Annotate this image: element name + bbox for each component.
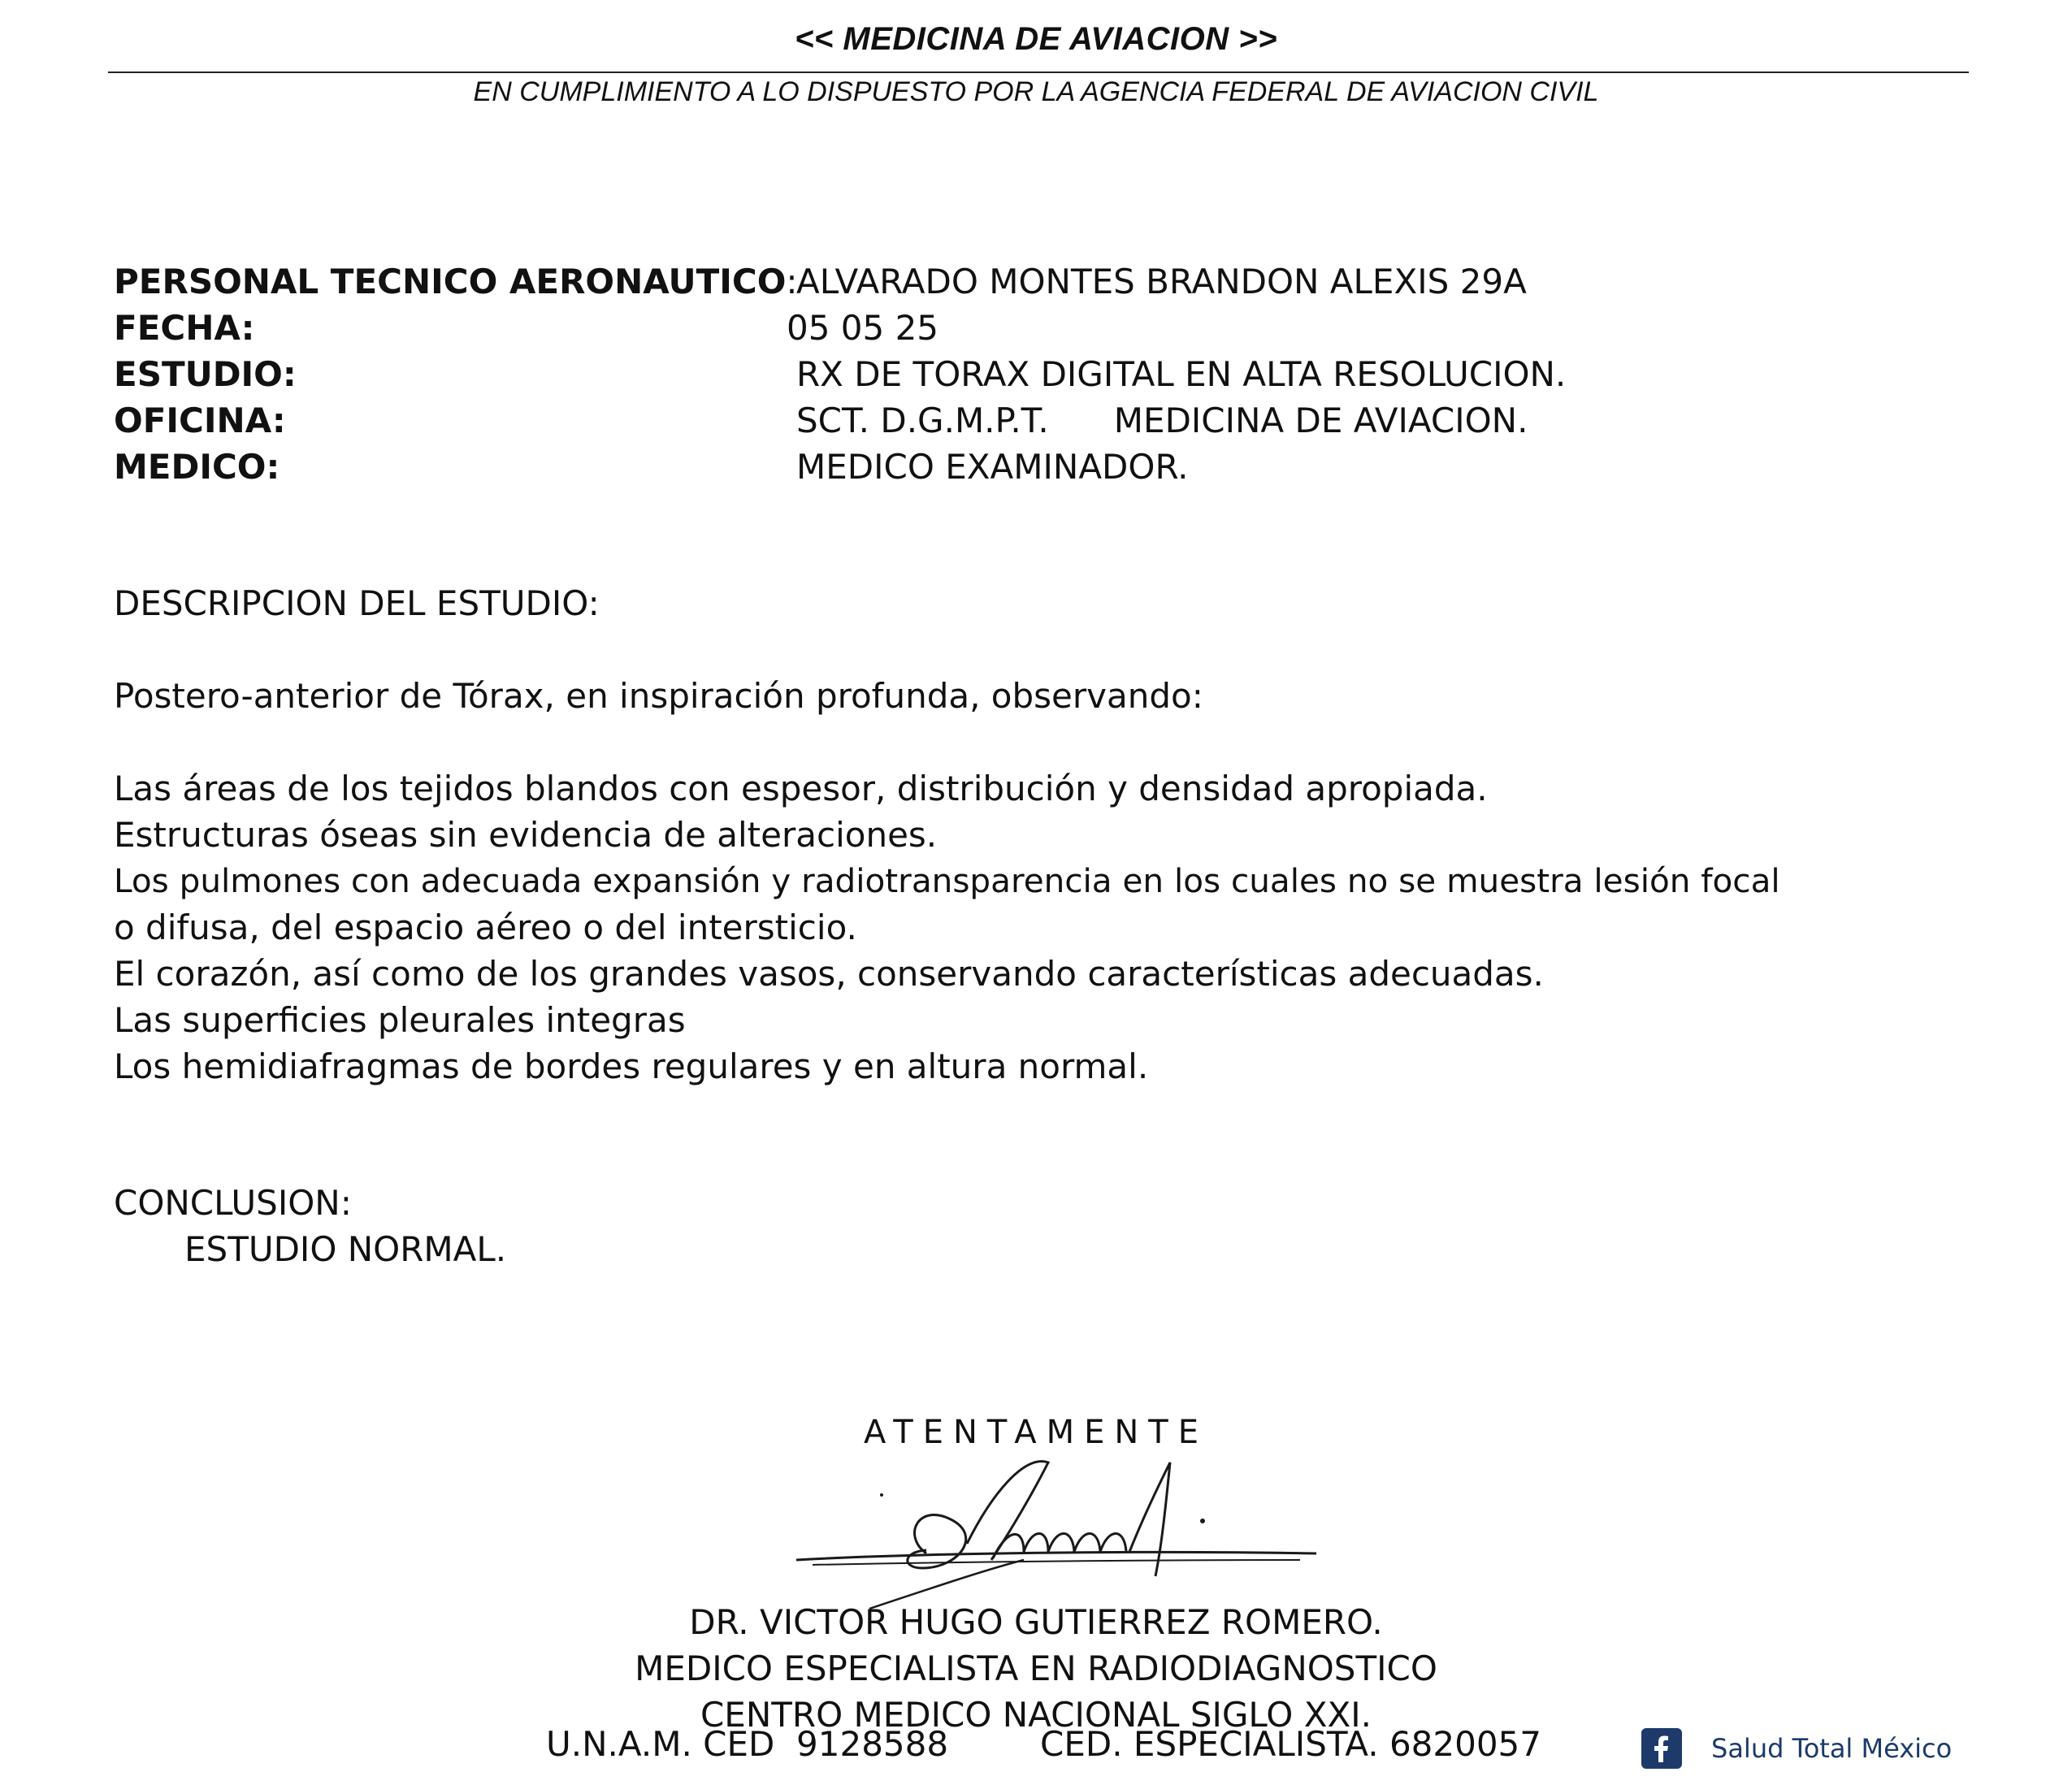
field-oficina-label: OFICINA: — [114, 401, 286, 440]
unam-cedula: U.N.A.M. CED 9128588 — [546, 1724, 949, 1764]
report-subtitle: EN CUMPLIMIENTO A LO DISPUESTO POR LA AGENCIA FEDERAL DE AVIACION CIVIL — [473, 76, 1599, 107]
description-intro: Postero-anterior de Tórax, en inspiración profunda, observando: — [114, 676, 1203, 716]
header-divider — [108, 71, 1969, 73]
especialista-cedula: CED. ESPECIALISTA. 6820057 — [1040, 1724, 1541, 1764]
signer-name: DR. VICTOR HUGO GUTIERREZ ROMERO. — [689, 1602, 1383, 1642]
description-line: o difusa, del espacio aéreo o del intersticio. — [114, 908, 857, 947]
facebook-page-name: Salud Total México — [1711, 1733, 1953, 1764]
field-personal-label: PERSONAL TECNICO AERONAUTICO: — [114, 262, 798, 301]
description-line: Las áreas de los tejidos blandos con espesor, distribución y densidad apropiada. — [114, 769, 1488, 808]
field-oficina-value: SCT. D.G.M.P.T. MEDICINA DE AVIACION. — [796, 401, 1528, 440]
description-line: Las superficies pleurales integras — [114, 1000, 686, 1040]
signer-title: MEDICO ESPECIALISTA EN RADIODIAGNOSTICO — [635, 1649, 1437, 1688]
field-medico-value: MEDICO EXAMINADOR. — [796, 447, 1189, 487]
description-line: Los hemidiafragmas de bordes regulares y en altura normal. — [114, 1046, 1149, 1086]
facebook-badge[interactable] — [1641, 1724, 1952, 1773]
facebook-icon — [1641, 1728, 1682, 1769]
field-estudio-label: ESTUDIO: — [114, 354, 297, 394]
conclusion-heading: CONCLUSION: — [114, 1183, 352, 1223]
closing-atentamente: ATENTAMENTE — [864, 1414, 1208, 1451]
signer-institution: CENTRO MEDICO NACIONAL SIGLO XXI. — [700, 1695, 1372, 1735]
description-line: El corazón, así como de los grandes vasos, conservando características adecuadas. — [114, 954, 1544, 994]
field-estudio-value: RX DE TORAX DIGITAL EN ALTA RESOLUCION. — [796, 354, 1567, 394]
description-heading: DESCRIPCION DEL ESTUDIO: — [114, 583, 600, 623]
field-medico-label: MEDICO: — [114, 447, 280, 487]
field-fecha-label: FECHA: — [114, 308, 255, 348]
field-fecha-value: 05 05 25 — [787, 308, 939, 348]
description-line: Los pulmones con adecuada expansión y radiotransparencia en los cuales no se muestra lesión focal — [114, 861, 1780, 900]
description-line: Estructuras óseas sin evidencia de alteraciones. — [114, 815, 938, 855]
report-title: << MEDICINA DE AVIACION >> — [795, 21, 1277, 57]
conclusion-text: ESTUDIO NORMAL. — [184, 1229, 507, 1269]
handwritten-signature — [780, 1446, 1333, 1617]
field-personal-value: ALVARADO MONTES BRANDON ALEXIS 29A — [796, 262, 1527, 301]
